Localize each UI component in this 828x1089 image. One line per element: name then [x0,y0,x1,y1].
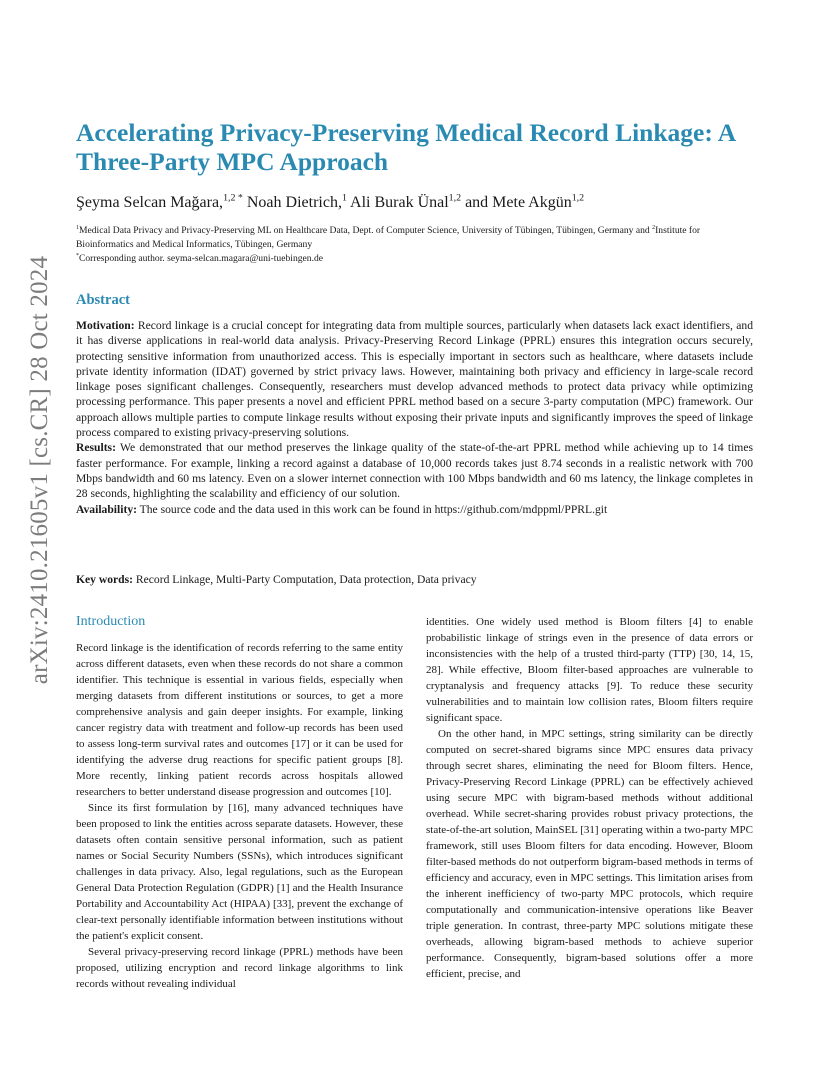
abstract-results [76,440,753,501]
motivation-label: Motivation: [76,319,135,332]
availability-label: Availability: [76,502,137,516]
paper-title: Accelerating Privacy-Preserving Medical Record Linkage: A Three-Party MPC Approach [76,118,735,176]
keywords [76,572,753,587]
intro-paragraph: On the other hand, in MPC settings, string similarity can be directly computed on secret-shared bigrams since MPC ensures data privacy through secret shares, eliminating the need for Bloom filters. Hence, Privacy-Preserving Record Linkage (PPRL) can be effectively achieved using secure MPC with bigram-based methods without additional overhead. While secret-sharing provides robust privacy protections, the state-of-the-art solution, MainSEL [31] operating within a two-party MPC framework, still uses Bloom filters for data encoding. However, Bloom filter-based methods do not outperform bigram-based methods in terms of efficiency and accuracy, even in MPC settings. This limitation arises from the inherent inefficiency of two-party MPC protocols, which require computationally and communication-intensive operations like Beaver triple generation. In contrast, three-party MPC solutions mitigate these overheads, allowing bigram-based methods to achieve superior performance. Consequently, bigram-based solutions offer a more efficient, precise, and [426,728,753,980]
affiliation-text: Institute for Bioinformatics and Medical Informatics, Tübingen, Germany [76,225,701,250]
affiliations [76,224,752,266]
availability-text: The source code and the data used in this work can be found in https://github.com/mdppml/PPRL.git [136,502,608,516]
corresponding-mark: * [76,252,79,259]
left-column [76,614,403,992]
author-affiliation-mark: 1,2 [448,192,462,204]
abstract-motivation [76,318,753,440]
abstract-body [76,318,753,517]
affiliation-mark: 2 [652,224,656,231]
intro-paragraph: Since its first formulation by [16], many advanced techniques have been proposed to link the entities across separate datasets. However, these datasets often contain sensitive personal information, such as patient names or Social Security Numbers (SSNs), which introduces significant challenges in data privacy. Also, legal regulations, such as the European General Data Protection Regulation (GDPR) [1] and the Health Insurance Portability and Accountability Act (HIPAA) [33], prevent the exchange of clear-text personally identifiable information between institutions without the patient's explicit consent. [76,802,403,942]
keywords-text: Record Linkage, Multi-Party Computation, Data protection, Data privacy [133,573,477,586]
intro-paragraph: identities. One widely used method is Bloom filters [4] to enable probabilistic linkage of strings even in the presence of data errors or inconsistencies with the help of a trusted third-party (TTP) [30, 14, 15, 28]. While effective, Bloom filter-based approaches are vulnerable to cryptanalysis and frequency attacks [9]. To reduce these security vulnerabilities and to maintain low collision rates, Bloom filters require significant space. [426,616,753,724]
affiliation-mark: 1 [76,224,79,231]
author-affiliation-mark: 1 [341,192,347,204]
intro-paragraph: Record linkage is the identification of records referring to the same entity across different datasets, even when these records do not share a common identifier. This technique is essential in various fields, especially when merging datasets from different institutions or sources, to get a more comprehensive analysis and gain deeper insights. For example, linking cancer registry data with treatment and follow-up records has been used to assess long-term survival rates and outcomes [17] or it can be used for identifying the adverse drug reactions for specific patient groups [8]. More recently, linking patient records across hospitals allowed researchers to better understand disease progression and outcomes [10]. [76,642,403,798]
author-name: Noah Dietrich, [242,194,342,211]
right-column [426,614,753,982]
abstract-heading: Abstract [76,292,130,308]
results-text: We demonstrated that our method preserves the linkage quality of the state-of-the-art PPRL method while achieving up to 14 times faster performance. For example, linking a record against a database of 10,000 records takes just 8.74 seconds in a realistic network with 700 Mbps bandwidth and 60 ms latency. Even on a slower internet connection with 100 Mbps bandwidth and 60 ms latency, the linkage completes in 28 seconds, highlighting the scalability and efficiency of our solution. [76,441,753,501]
author-affiliation-mark: 1,2 * [223,192,243,204]
author-name: Ali Burak Ünal [346,194,449,211]
abstract-availability [76,502,753,517]
corresponding-author-text: Corresponding author. seyma-selcan.magara@uni-tuebingen.de [78,253,324,264]
author-name: and Mete Akgün [461,194,572,211]
introduction-heading: Introduction [76,614,146,629]
arxiv-identifier-stamp [24,255,56,685]
author-affiliation-mark: 1,2 [571,192,585,204]
affiliation-lines [76,224,752,252]
corresponding-author-note [76,252,752,266]
intro-paragraph: Several privacy-preserving record linkage (PPRL) methods have been proposed, utilizing encryption and record linkage algorithms to link records without revealing individual [76,946,403,990]
author-list [76,193,776,213]
arxiv-identifier-text: arXiv:2410.21605v1 [cs.CR] 28 Oct 2024 [26,255,54,685]
results-label: Results: [76,441,116,455]
keywords-label: Key words: [76,573,133,586]
motivation-text: Record linkage is a crucial concept for integrating data from multiple sources, particularly when datasets lack exact identifiers, and it has diverse applications in real-world data analysis. Privacy-Preserving Record Linkage (PPRL) ensures this integration occurs securely, protecting sensitive information from unauthorized access. This is especially important in sectors such as healthcare, where datasets include private identity information (IDAT) governed by strict privacy laws. However, maintaining both privacy and efficiency in large-scale record linkage poses significant challenges. Consequently, researchers must develop advanced methods to protect data privacy while optimizing processing performance. This paper presents a novel and efficient PPRL method based on a secure 3-party computation (MPC) framework. Our approach allows multiple parties to compute linkage results without exposing their private inputs and significantly improves the speed of linkage process compared to existing privacy-preserving solutions. [76,319,753,440]
author-name: Şeyma Selcan Mağara, [76,194,224,211]
affiliation-text: Medical Data Privacy and Privacy-Preserving ML on Healthcare Data, Dept. of Computer Science, University of Tübingen, Tübingen, Germany and [78,225,653,236]
